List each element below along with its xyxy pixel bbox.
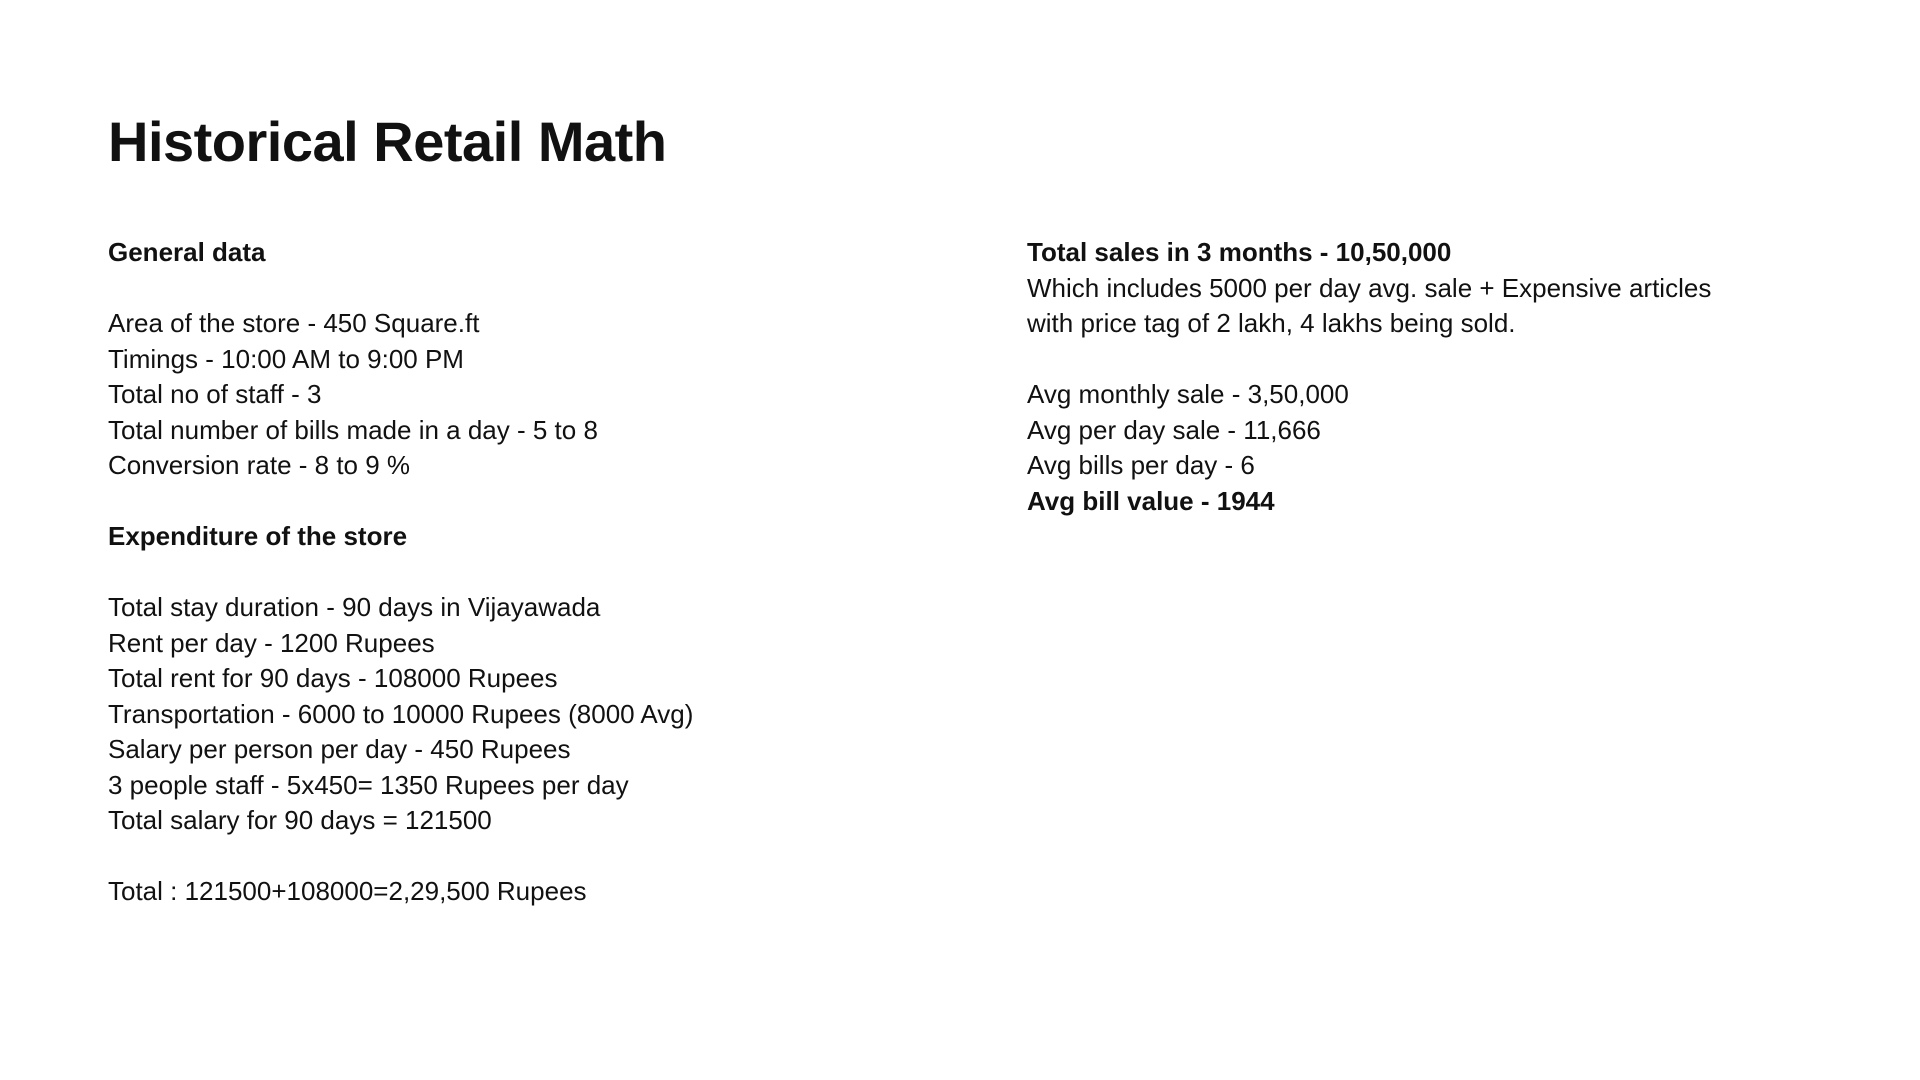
right-column [1027, 235, 1827, 519]
transportation-line: Transportation - 6000 to 10000 Rupees (8000 Avg) [108, 698, 694, 729]
spacer [1027, 342, 1827, 378]
spacer [108, 271, 968, 307]
store-area-line: Area of the store - 450 Square.ft [108, 308, 480, 338]
includes-line: Which includes 5000 per day avg. sale + Expensive articles [1027, 272, 1712, 303]
includes-line: with price tag of 2 lakh, 4 lakhs being sold. [1027, 308, 1516, 338]
expenditure-heading: Expenditure of the store [108, 521, 408, 551]
general-data-heading: General data [108, 237, 266, 267]
page-title: Historical Retail Math [108, 110, 667, 173]
total-rent-line: Total rent for 90 days - 108000 Rupees [108, 663, 558, 693]
avg-per-day-sale-line: Avg per day sale - 11,666 [1027, 414, 1321, 445]
total-sales-heading: Total sales in 3 months - 10,50,000 [1027, 237, 1452, 267]
salary-per-person-line: Salary per person per day - 450 Rupees [108, 734, 571, 764]
avg-monthly-sale-line: Avg monthly sale - 3,50,000 [1027, 379, 1349, 409]
timings-line: Timings - 10:00 AM to 9:00 PM [108, 343, 464, 374]
spacer [108, 555, 968, 591]
staff-salary-line: 3 people staff - 5x450= 1350 Rupees per day [108, 769, 629, 800]
stay-duration-line: Total stay duration - 90 days in Vijayawada [108, 592, 601, 622]
left-column [108, 235, 968, 910]
bills-per-day-line: Total number of bills made in a day - 5 to 8 [108, 414, 598, 445]
rent-per-day-line: Rent per day - 1200 Rupees [108, 627, 435, 658]
avg-bills-per-day-line: Avg bills per day - 6 [1027, 450, 1255, 480]
spacer [108, 839, 968, 875]
total-salary-line: Total salary for 90 days = 121500 [108, 805, 492, 835]
avg-bill-value-line: Avg bill value - 1944 [1027, 485, 1275, 516]
staff-count-line: Total no of staff - 3 [108, 379, 322, 409]
spacer [108, 484, 968, 520]
conversion-rate-line: Conversion rate - 8 to 9 % [108, 450, 411, 480]
grand-total-line: Total : 121500+108000=2,29,500 Rupees [108, 876, 587, 906]
